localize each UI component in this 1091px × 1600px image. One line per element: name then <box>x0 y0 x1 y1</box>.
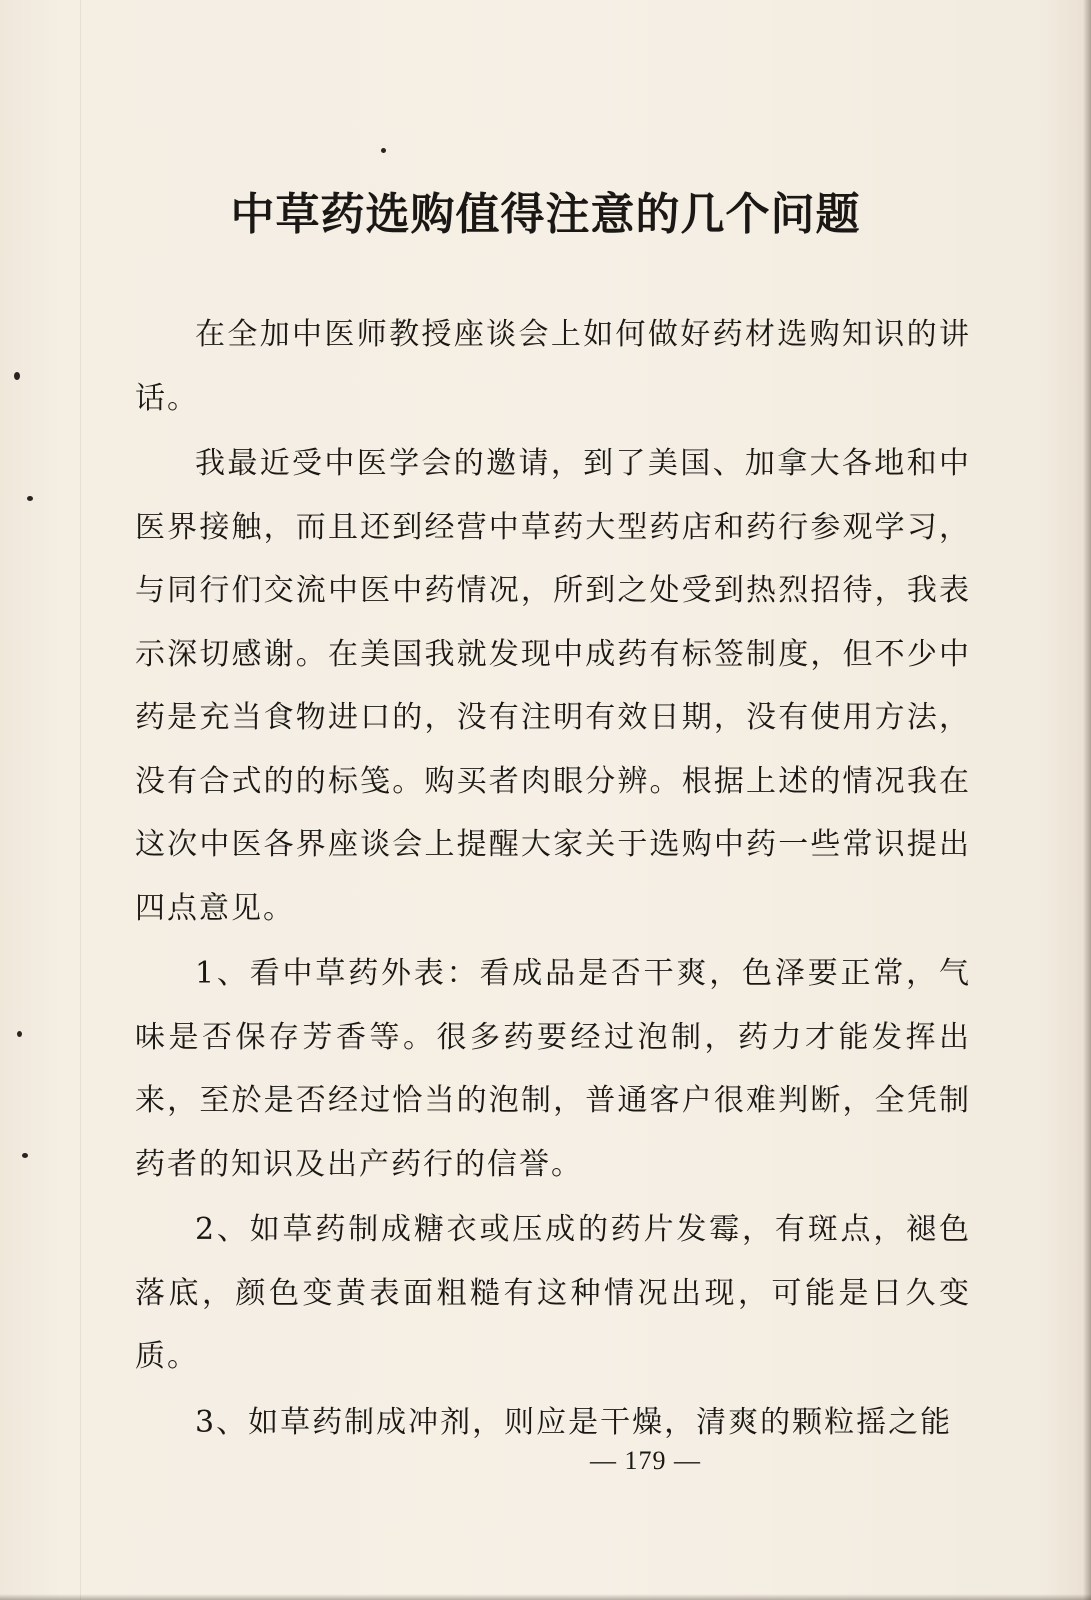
binding-hole-mark <box>14 372 20 380</box>
body-text <box>135 303 971 1456</box>
paragraph-intro: 在全加中医师教授座谈会上如何做好药材选购知识的讲话。 <box>135 317 971 416</box>
paragraph-point-1: 1、看中草药外表：看成品是否干爽，色泽要正常，气味是否保存芳香等。很多药要经过泡制，药力才能发挥出来，至於是否经过恰当的泡制，普通客户很难判断，全凭制药者的知识及出产药行的信誉。 <box>135 956 971 1182</box>
binding-hole-mark <box>22 1153 28 1158</box>
paragraph-point-2: 2、如草药制成糖衣或压成的药片发霉，有斑点，褪色落底，颜色变黄表面粗糙有这种情况出现，可能是日久变质。 <box>135 1212 971 1374</box>
page-title: 中草药选购值得注意的几个问题 <box>230 189 861 240</box>
page-number: — 179 — <box>590 1446 701 1475</box>
scan-edge-bottom <box>0 1594 1091 1600</box>
scan-speck <box>381 148 386 153</box>
paragraph-point-3: 3、如草药制成冲剂，则应是干燥，清爽的颗粒摇之能 <box>195 1404 953 1440</box>
paragraph-background: 我最近受中医学会的邀请，到了美国、加拿大各地和中医界接触，而且还到经营中草药大型药店和药行参观学习，与同行们交流中医中药情况，所到之处受到热烈招待，我表示深切感谢。在美国我就发现中成药有标签制度，但不少中药是充当食物进口的，没有注明有效日期，没有使用方法，没有合式的的标笺。购买者肉眼分辨。根据上述的情况我在这次中医各界座谈会上提醒大家关于选购中药一些常识提出四点意见。 <box>135 446 971 926</box>
binding-hole-mark <box>17 1031 22 1037</box>
binding-hole-mark <box>27 496 33 501</box>
